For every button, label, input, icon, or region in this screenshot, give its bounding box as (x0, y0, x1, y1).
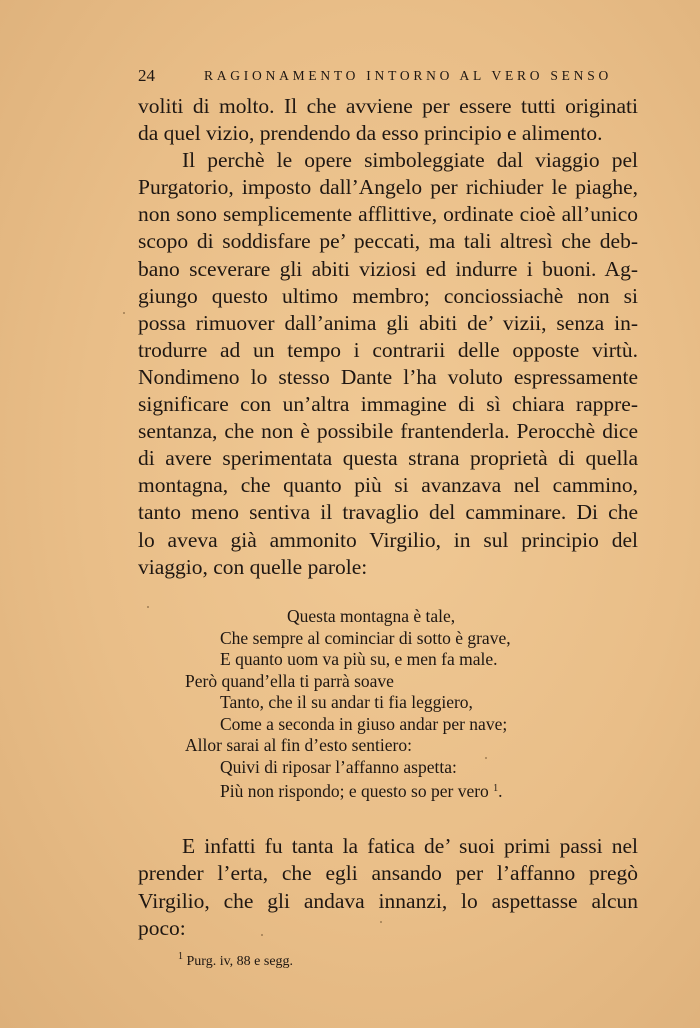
text-line: significare con un’altra immagine di sì chiara rappre- (138, 392, 638, 417)
text-line: lo aveva già ammonito Virgilio, in sul principio del (138, 527, 638, 552)
text-line: sentanza, che non è possibile frantenderla. Perocchè dice (138, 419, 638, 444)
text-line: da quel vizio, prendendo da esso principio e alimento. (138, 121, 603, 146)
paragraph (138, 833, 638, 942)
paragraph-continuation (138, 93, 638, 147)
footnote-reference: 1 (493, 783, 499, 794)
verse-line: Che sempre al cominciar di sotto è grave, (220, 627, 511, 648)
text-line: voliti di molto. Il che avviene per essere tutti originati (138, 94, 638, 118)
text-line: possa rimuover dall’anima gli abiti de’ vizii, senza in- (138, 310, 638, 335)
text-line: giungo questo ultimo membro; conciossiachè non si (138, 283, 638, 308)
verse-line: Come a seconda in giuso andar per nave; (220, 713, 508, 734)
verse-line: Tanto, che il su andar ti fia leggiero, (220, 692, 473, 712)
text-line: poco: (138, 915, 186, 940)
verse-line: Quivi di riposar l’affanno aspetta: (220, 756, 457, 777)
verse-line: E quanto uom va più su, e men fa male. (220, 649, 498, 669)
text-line: Nondimeno lo stesso Dante l’ha voluto espressamente (138, 364, 638, 389)
paper-speck (147, 606, 149, 608)
text-line: non sono semplicemente afflittive, ordinate cioè all’unico (138, 202, 638, 227)
verse-line: Però quand’ella ti parrà soave (185, 670, 394, 691)
running-title: RAGIONAMENTO INTORNO AL VERO SENSO (204, 68, 612, 83)
verse-quotation (185, 606, 585, 800)
text-line: scopo di soddisfare pe’ peccati, ma tali altresì che deb- (138, 229, 638, 254)
text-line: Purgatorio, imposto dall’Angelo per richiuder le piaghe, (138, 175, 638, 200)
text-line: tanto meno sentiva il travaglio del camminare. Di che (138, 500, 638, 525)
text-line: Il perchè le opere simboleggiate dal viaggio pel (182, 148, 638, 173)
footnote-text: Purg. iv, 88 e segg. (186, 954, 294, 969)
text-line: bano sceverare gli abiti viziosi ed indurre i buoni. Ag- (138, 256, 638, 281)
text-line: Virgilio, che gli andava innanzi, lo aspettasse alcun (138, 888, 638, 913)
footnote (178, 951, 293, 970)
verse-line: Allor sarai al fin d’esto sentiero: (185, 735, 412, 755)
running-header (138, 66, 638, 86)
footnote-marker: 1 (178, 951, 183, 962)
text-line: trodurre ad un tempo i contrarii delle opposte virtù. (138, 337, 638, 362)
text-line: montagna, che quanto più si avanzava nel cammino, (138, 473, 638, 498)
main-text (138, 93, 638, 581)
verse-last-text: Più non rispondo; e questo so per vero (220, 781, 489, 801)
text-line: E infatti fu tanta la fatica de’ suoi primi passi nel (182, 834, 638, 858)
paper-speck (123, 312, 125, 314)
verse-line: Questa montagna è tale, (287, 606, 456, 626)
paper-speck (485, 757, 487, 759)
page-number: 24 (138, 66, 155, 85)
paper-speck (380, 921, 382, 923)
paragraph (138, 147, 638, 581)
text-line: viaggio, con quelle parole: (138, 554, 368, 579)
verse-line: Più non rispondo; e questo so per vero $^1$. (220, 781, 503, 801)
paper-speck (261, 934, 263, 936)
text-line: prender l’erta, che egli ansando per l’affanno pregò (138, 861, 638, 886)
text-line: di avere sperimentata questa strana proprietà di quella (138, 446, 638, 471)
